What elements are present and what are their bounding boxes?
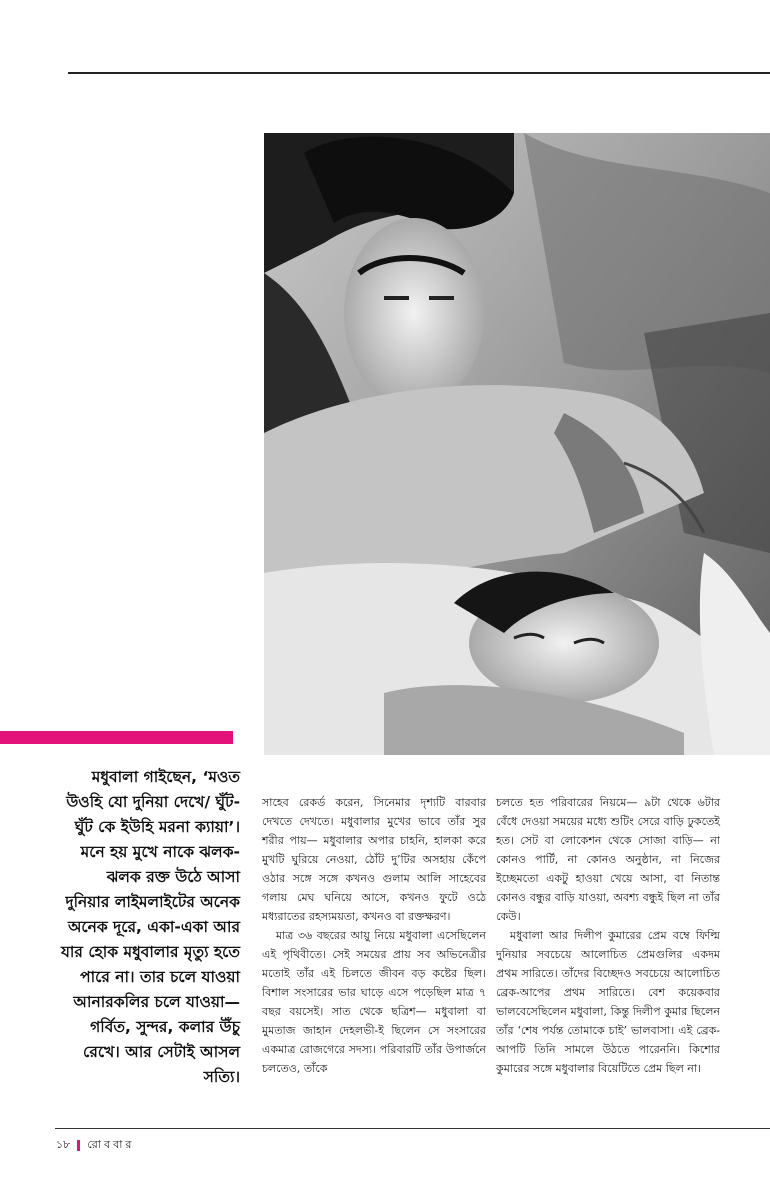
- column-2-paragraph-1: চলতে হত পরিবারের নিয়মে— ৯টা থেকে ৬টার বেঁধে দেওয়া সময়ের মধ্যে শুটিং সেরে বাড়ি ঢুকতেই হত। সেট বা লোকেশন থেকে সোজা বাড়ি— না কোনও পার্টি, না কোনও অনুষ্ঠান, না নিজের ইচ্ছেমতো একটু হাওয়া খেয়ে আসা, বা নিতান্ত কোনও বন্ধুর বাড়ি যাওয়া, অবশ্য বন্ধুই ছিল না তাঁর কেউ।: [496, 796, 720, 923]
- film-still-photo: [264, 133, 770, 755]
- footer-separator: [77, 1140, 80, 1151]
- page-footer: [56, 1136, 134, 1155]
- page-number: ১৮: [56, 1138, 71, 1151]
- article-column-1: [262, 793, 486, 1078]
- bottom-rule: [55, 1128, 770, 1129]
- column-1-paragraph-2: মাত্র ৩৬ বছরের আয়ু নিয়ে মধুবালা এসেছিলেন এই পৃথিবীতে। সেই সময়ের প্রায় সব অভিনেত্রীর মতোই তাঁর এই চিলতে জীবন বড় কষ্টের ছিল। বিশাল সংসারের ভার ঘাড়ে এসে পড়েছিল মাত্র ৭ বছর বয়সেই। সাত থেকে ছত্রিশ— মধুবালা বা মুমতাজ জাহান দেহলভী-ই ছিলেন সে সংসারের একমাত্র রোজগেরে সদস্য। পরিবারটি তাঁর উপার্জনে চলতেও, তাঁকে: [262, 929, 486, 1075]
- top-rule: [68, 72, 770, 74]
- accent-bar: [0, 731, 233, 744]
- article-column-2: [496, 793, 720, 1078]
- magazine-name: রোববার: [87, 1138, 135, 1151]
- column-1-paragraph-1: সাহেব রেকর্ড করেন, সিনেমার দৃশ্যটি বারবার দেখতে দেখতে। মধুবালার মুখের ভাবে তাঁর সুর শরীর পায়— মধুবালার অপার চাহনি, হালকা করে মুখটি ঘুরিয়ে নেওয়া, ঠোঁট দু’টির অসহায় কেঁপে ওঠার সঙ্গে সঙ্গে কখনও গুলাম আলি সাহেবের গলায় মেঘ ঘনিয়ে আসে, কখনও ফুটে ওঠে মধ্যরাতের রহস্যময়তা, কখনও বা রক্তক্ষরণ।: [262, 796, 486, 923]
- column-2-paragraph-2: মধুবালা আর দিলীপ কুমারের প্রেম বম্বে ফিল্মি দুনিয়ার সবচেয়ে আলোচিত প্রেমগুলির একদম প্রথম সারিতে। তাঁদের বিচ্ছেদও সবচেয়ে আলোচিত ব্রেক-আপের প্রথম সারিতে। বেশ কয়েকবার ভালবেসেছিলেন মধুবালা, কিন্তু দিলীপ কুমার ছিলেন তাঁর ‘শেষ পর্যন্ত তোমাকে চাই’ ভালবাসা। এই ব্রেক-আপটি তিনি সামলে উঠতে পারেননি। কিশোর কুমারের সঙ্গে মধুবালার বিয়েটিতে প্রেম ছিল না।: [496, 929, 720, 1075]
- pull-quote: মধুবালা গাইছেন, ‘মওত উওহি যো দুনিয়া দেখে/ ঘুঁট-ঘুঁট কে ইউহি মরনা ক্যায়া’। মনে হয় মুখে নাকে ঝলক-ঝলক রক্ত উঠে আসা দুনিয়ার লাইমলাইটের অনেক অনেক দূরে, একা-একা আর যার হোক মধুবালার মৃত্যু হতে পারে না। তার চলে যাওয়া আনারকলির চলে যাওয়া— গর্বিত, সুন্দর, কলার উঁচু রেখে। আর সেটাই আসল সত্যি।: [60, 768, 240, 1086]
